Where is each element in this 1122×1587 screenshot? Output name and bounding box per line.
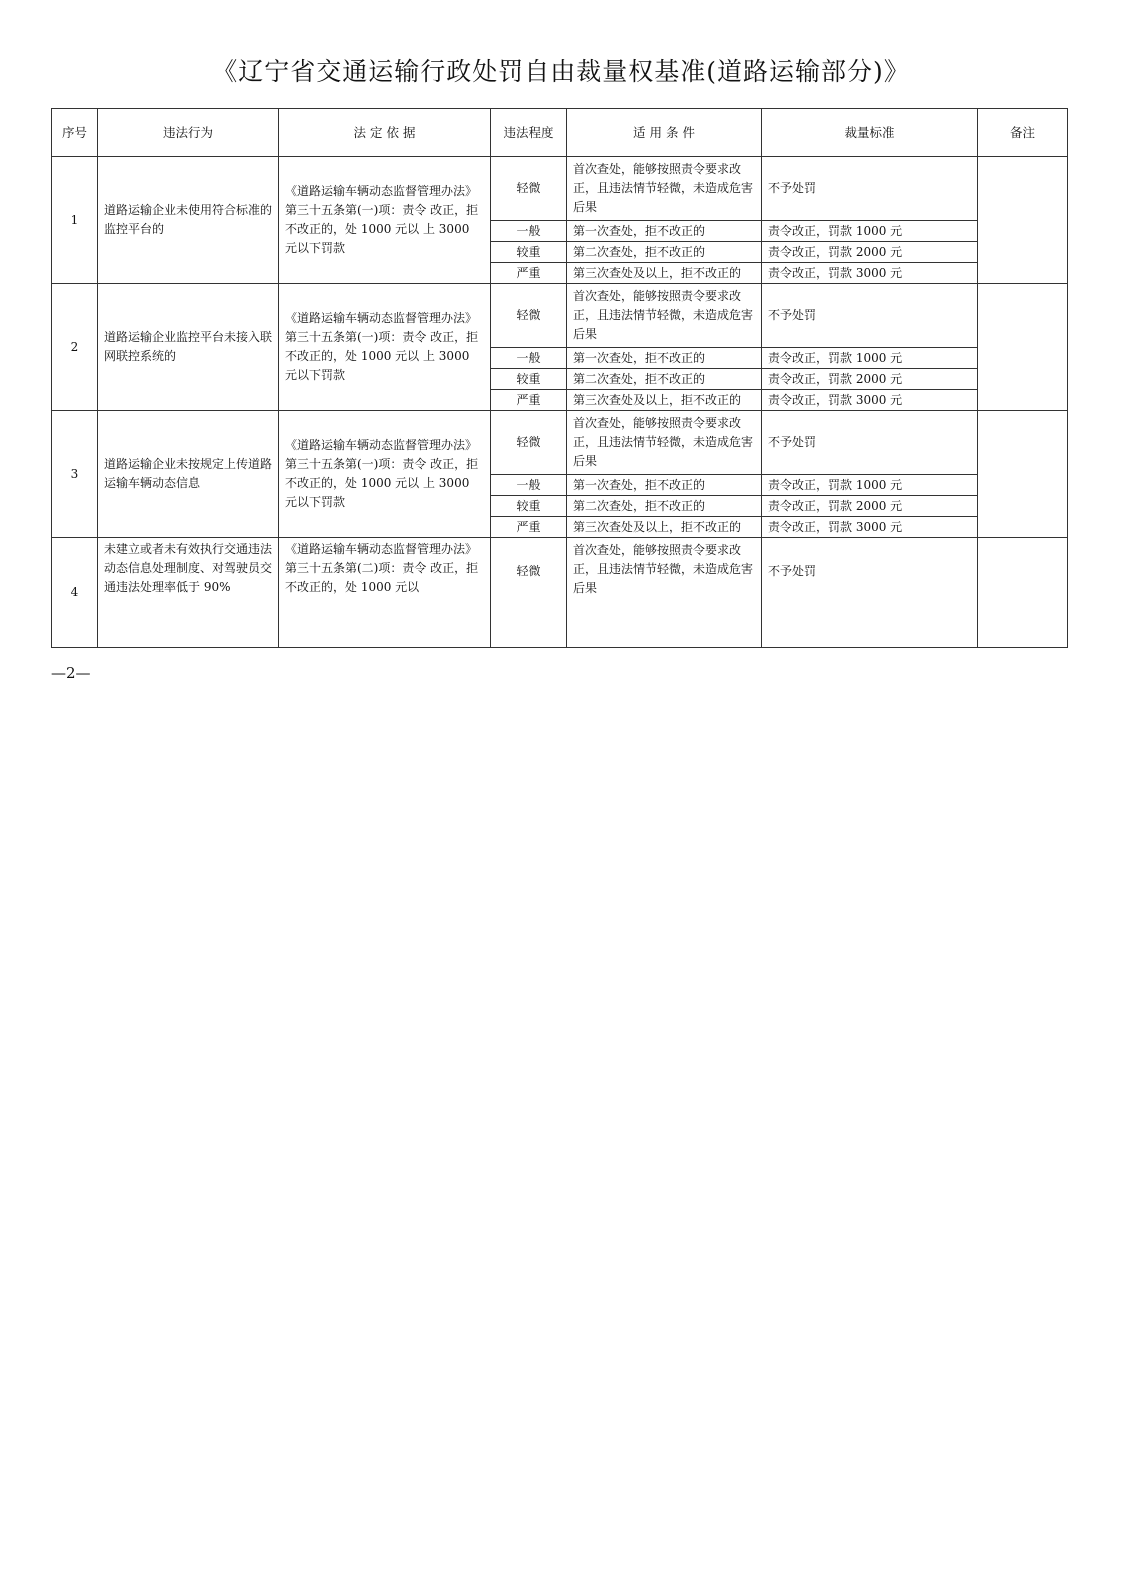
level-degree: 较重 xyxy=(491,496,567,517)
table-row xyxy=(52,284,1068,348)
level-standard: 不予处罚 xyxy=(762,284,978,348)
level-standard: 责令改正，罚款 3000 元 xyxy=(762,517,978,538)
row-basis: 《道路运输车辆动态监督管理办法》第三十五条第(一)项：责令 改正，拒不改正的，处 1000 元以 上 3000 元以下罚款 xyxy=(279,157,491,284)
row-basis: 《道路运输车辆动态监督管理办法》第三十五条第(一)项：责令 改正，拒不改正的，处 1000 元以 上 3000 元以下罚款 xyxy=(279,284,491,411)
header-note: 备注 xyxy=(978,109,1068,157)
row-behavior: 道路运输企业监控平台未接入联网联控系统的 xyxy=(98,284,279,411)
level-condition: 第二次查处，拒不改正的 xyxy=(567,369,762,390)
level-standard: 责令改正，罚款 2000 元 xyxy=(762,369,978,390)
level-standard: 责令改正，罚款 3000 元 xyxy=(762,390,978,411)
level-condition: 首次查处，能够按照责令要求改正，且违法情节轻微，未造成危害后果 xyxy=(567,411,762,475)
row-basis: 《道路运输车辆动态监督管理办法》第三十五条第(一)项：责令 改正，拒不改正的，处 1000 元以 上 3000 元以下罚款 xyxy=(279,411,491,538)
row-no: 3 xyxy=(52,411,98,538)
level-standard: 责令改正，罚款 2000 元 xyxy=(762,496,978,517)
row-no: 4 xyxy=(52,538,98,648)
row-behavior: 道路运输企业未使用符合标准的监控平台的 xyxy=(98,157,279,284)
level-condition: 第一次查处，拒不改正的 xyxy=(567,475,762,496)
row-no: 2 xyxy=(52,284,98,411)
level-condition: 第二次查处，拒不改正的 xyxy=(567,496,762,517)
penalty-standards-table xyxy=(51,108,1068,648)
header-basis: 法 定 依 据 xyxy=(279,109,491,157)
level-degree: 较重 xyxy=(491,242,567,263)
row-no: 1 xyxy=(52,157,98,284)
level-degree: 严重 xyxy=(491,390,567,411)
level-condition: 首次查处，能够按照责令要求改正，且违法情节轻微，未造成危害后果 xyxy=(567,284,762,348)
row-basis: 《道路运输车辆动态监督管理办法》第三十五条第(二)项：责令 改正，拒不改正的，处 1000 元以 xyxy=(279,538,491,648)
row-behavior: 未建立或者未有效执行交通违法动态信息处理制度、对驾驶员交通违法处理率低于 90% xyxy=(98,538,279,648)
level-degree: 轻微 xyxy=(491,538,567,648)
table-row xyxy=(52,157,1068,221)
page-number: —2— xyxy=(51,664,91,682)
level-condition: 第三次查处及以上，拒不改正的 xyxy=(567,517,762,538)
level-standard: 责令改正，罚款 1000 元 xyxy=(762,221,978,242)
level-degree: 一般 xyxy=(491,348,567,369)
header-degree: 违法程度 xyxy=(491,109,567,157)
row-note xyxy=(978,284,1068,411)
header-no: 序号 xyxy=(52,109,98,157)
row-behavior: 道路运输企业未按规定上传道路运输车辆动态信息 xyxy=(98,411,279,538)
level-standard: 不予处罚 xyxy=(762,538,978,648)
document-title: 《辽宁省交通运输行政处罚自由裁量权基准(道路运输部分)》 xyxy=(212,57,910,86)
level-condition: 第二次查处，拒不改正的 xyxy=(567,242,762,263)
header-condition: 适 用 条 件 xyxy=(567,109,762,157)
table-row xyxy=(52,411,1068,475)
level-degree: 轻微 xyxy=(491,284,567,348)
row-note xyxy=(978,157,1068,284)
level-condition: 第一次查处，拒不改正的 xyxy=(567,221,762,242)
level-condition: 第一次查处，拒不改正的 xyxy=(567,348,762,369)
level-standard: 责令改正，罚款 1000 元 xyxy=(762,475,978,496)
level-standard: 责令改正，罚款 2000 元 xyxy=(762,242,978,263)
table-row xyxy=(52,538,1068,648)
level-degree: 严重 xyxy=(491,263,567,284)
level-condition: 首次查处，能够按照责令要求改正，且违法情节轻微，未造成危害后果 xyxy=(567,538,762,648)
level-degree: 严重 xyxy=(491,517,567,538)
header-standard: 裁量标准 xyxy=(762,109,978,157)
row-note xyxy=(978,411,1068,538)
level-degree: 一般 xyxy=(491,221,567,242)
level-condition: 首次查处，能够按照责令要求改正，且违法情节轻微，未造成危害后果 xyxy=(567,157,762,221)
level-degree: 轻微 xyxy=(491,157,567,221)
level-condition: 第三次查处及以上，拒不改正的 xyxy=(567,263,762,284)
level-standard: 责令改正，罚款 3000 元 xyxy=(762,263,978,284)
level-standard: 不予处罚 xyxy=(762,157,978,221)
level-degree: 较重 xyxy=(491,369,567,390)
table-header-row xyxy=(52,109,1068,157)
level-condition: 第三次查处及以上，拒不改正的 xyxy=(567,390,762,411)
header-behavior: 违法行为 xyxy=(98,109,279,157)
row-note xyxy=(978,538,1068,648)
level-degree: 一般 xyxy=(491,475,567,496)
level-standard: 责令改正，罚款 1000 元 xyxy=(762,348,978,369)
level-standard: 不予处罚 xyxy=(762,411,978,475)
level-degree: 轻微 xyxy=(491,411,567,475)
